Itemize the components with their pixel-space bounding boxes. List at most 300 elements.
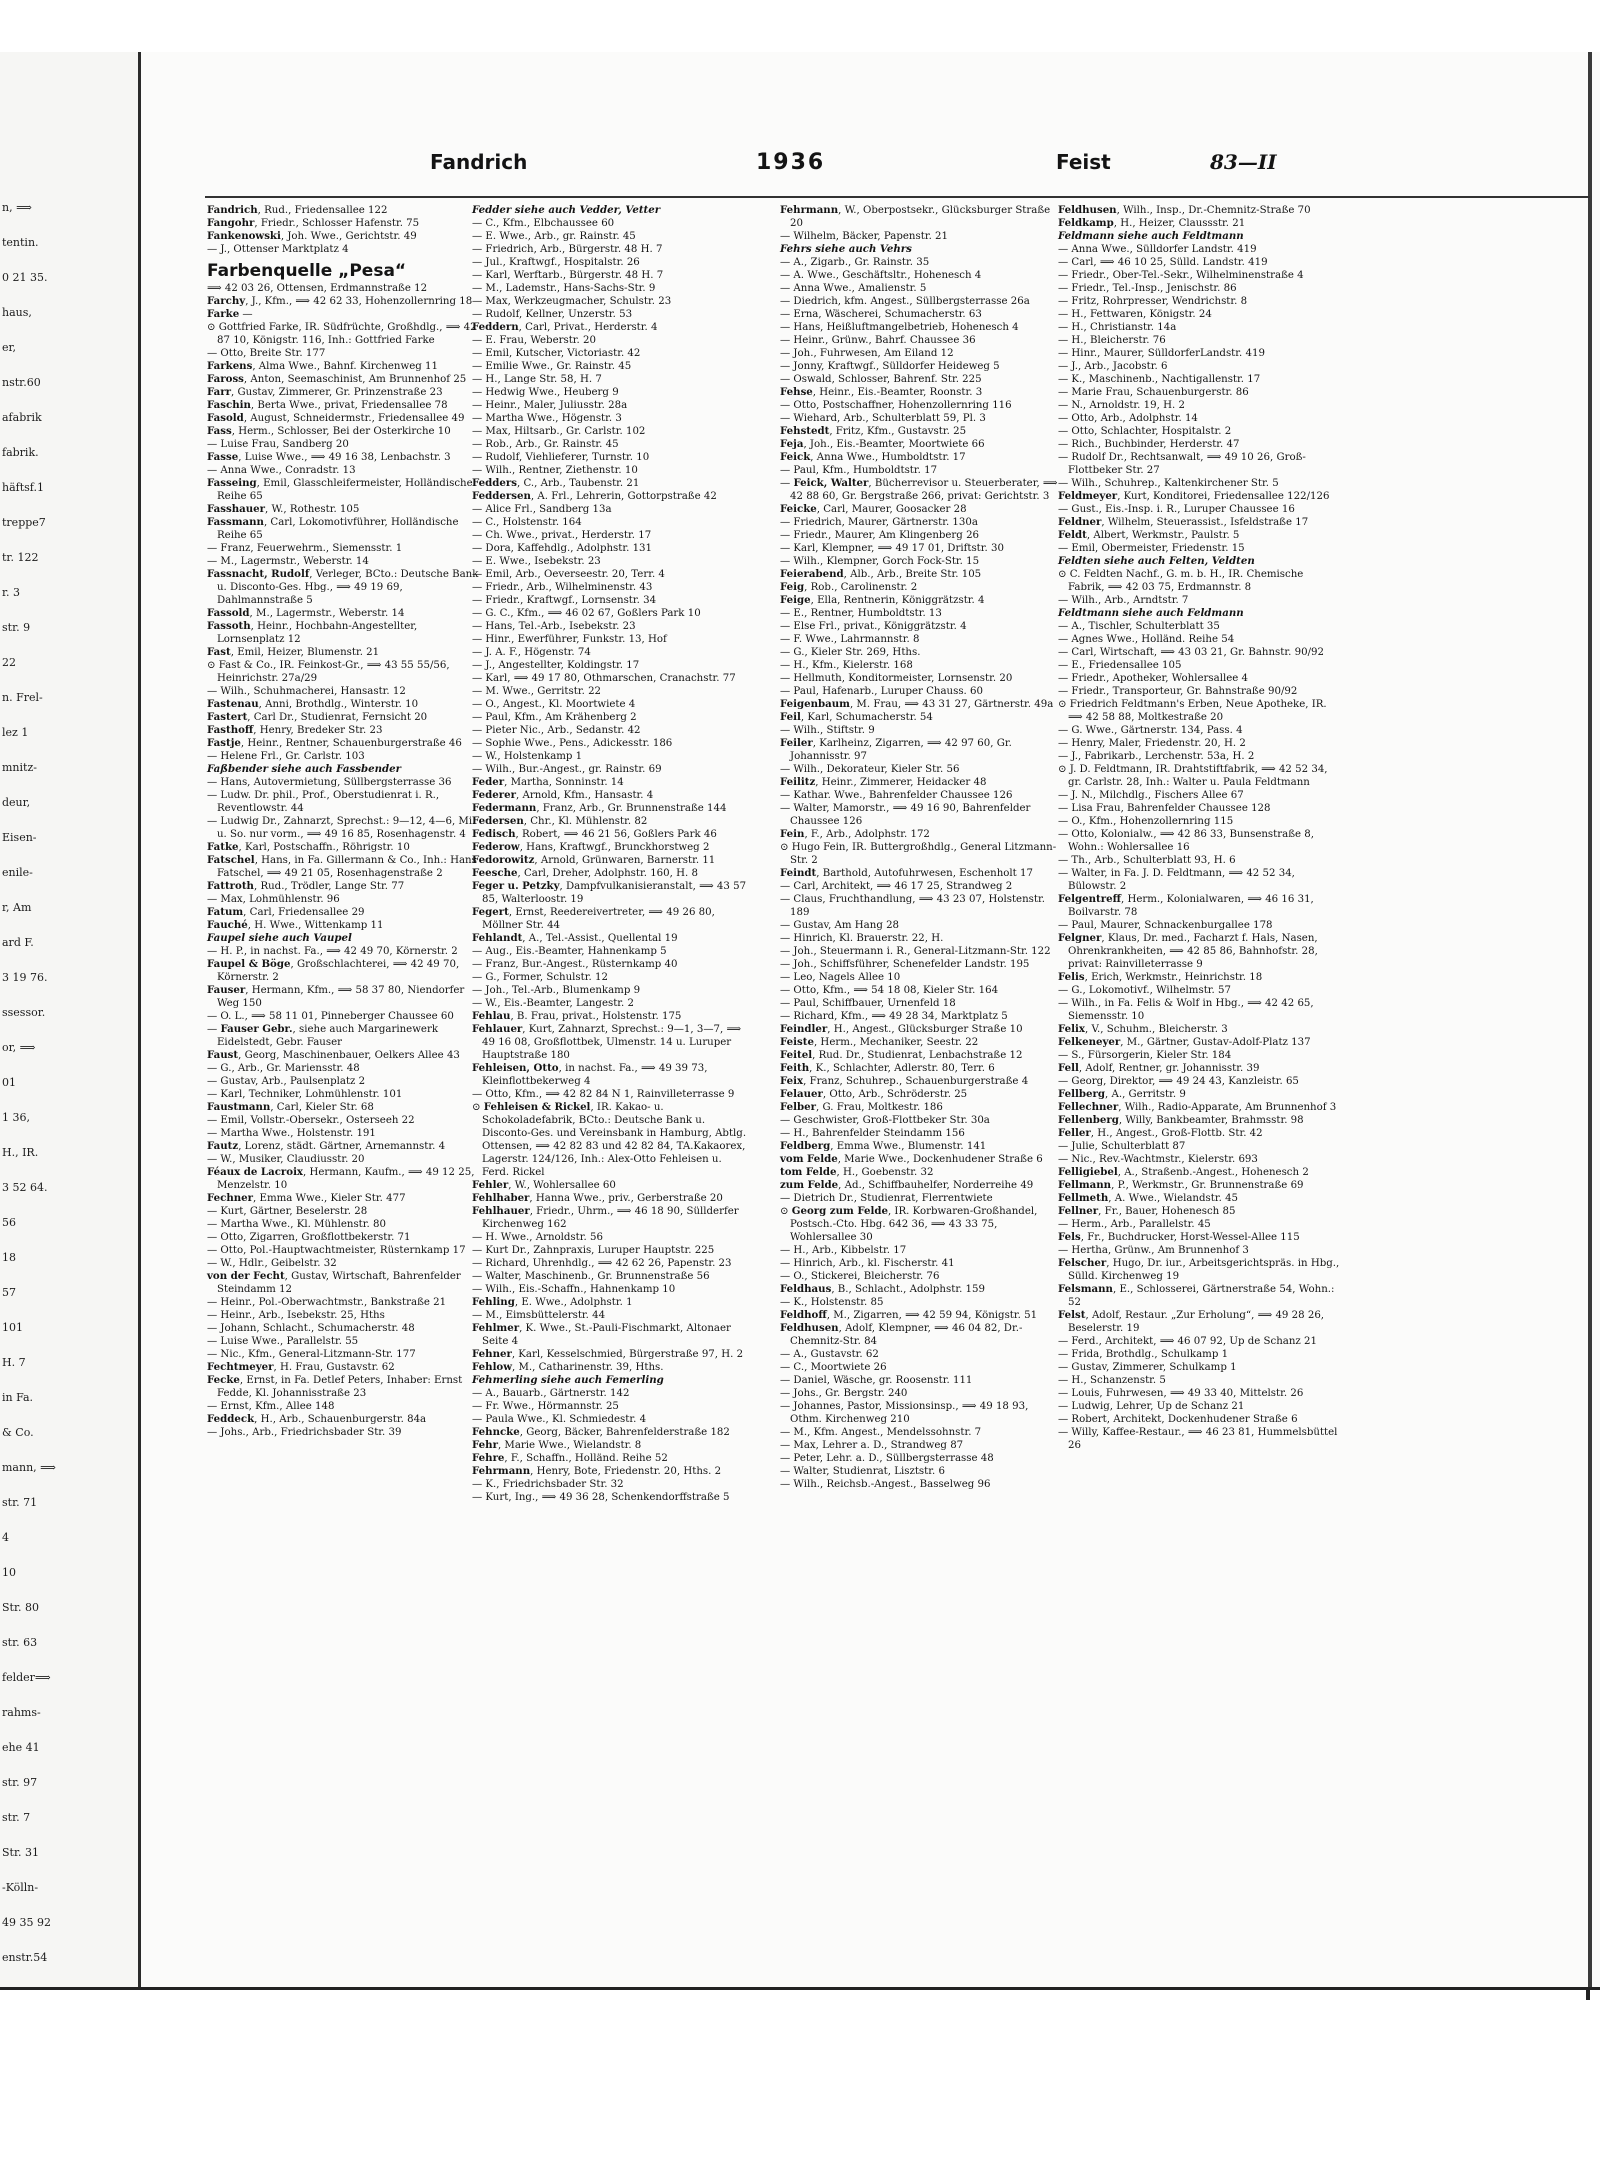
entry-surname: Farchy (207, 295, 246, 307)
directory-entry: Fankenowski, Joh. Wwe., Gerichtstr. 49 (207, 230, 417, 242)
directory-entry: — Wilh., Reichsb.-Angest., Basselweg 96 (780, 1479, 991, 1490)
directory-entry: — Frida, Brothdlg., Schulkamp 1 (1058, 1349, 1229, 1360)
directory-entry: Faschin, Berta Wwe., privat, Friedensallee 78 (207, 399, 448, 411)
prev-page-fragment: deur, (2, 796, 31, 809)
entry-surname: Fehleisen & Rickel (483, 1101, 591, 1113)
directory-entry: — Karl, Techniker, Lohmühlenstr. 101 (207, 1089, 403, 1100)
directory-entry: — Wilh., Rentner, Ziethenstr. 10 (472, 465, 638, 476)
entry-surname: Fehr (472, 1439, 498, 1451)
entry-surname: Fels (1058, 1231, 1081, 1243)
directory-entry: — Franz, Feuerwehrm., Siemensstr. 1 (207, 543, 403, 554)
directory-entry: — Kurt Dr., Zahnpraxis, Luruper Hauptstr. 225 (472, 1245, 715, 1256)
directory-entry: — G. Wwe., Gärtnerstr. 134, Pass. 4 (1058, 725, 1243, 736)
directory-entry: — Friedr., Maurer, Am Klingenberg 26 (780, 530, 980, 541)
prev-page-fragment: & Co. (2, 1426, 34, 1439)
directory-entry: — H., Lange Str. 58, H. 7 (472, 374, 602, 385)
directory-column-2 (472, 204, 750, 1974)
directory-entry: — Otto, Kolonialw., ⟹ 42 86 33, Bunsenstraße 8, Wohn.: Wohlersallee 16 (1058, 829, 1314, 853)
directory-entry: — Otto, Kfm., ⟹ 42 82 84 N 1, Rainvilleterrasse 9 (472, 1089, 735, 1100)
directory-entry: — J. A. F., Högenstr. 74 (472, 647, 591, 658)
prev-page-fragment: enile- (2, 866, 33, 879)
directory-entry: — Sophie Wwe., Pens., Adickesstr. 186 (472, 738, 673, 749)
prev-page-fragment: str. 63 (2, 1636, 38, 1649)
prev-page-fragment: tr. 122 (2, 551, 39, 564)
directory-entry: — Karl, Klempner, ⟹ 49 17 01, Driftstr. 30 (780, 543, 1004, 554)
directory-entry: — Feick, Walter, Bücherrevisor u. Steuerberater, ⟹ 42 88 60, Gr. Bergstraße 266, privat: Gerichtstr. 3 (780, 477, 1058, 502)
directory-entry: — Carl, ⟹ 46 10 25, Sülld. Landstr. 419 (1058, 257, 1268, 268)
directory-entry: — Hinr., Maurer, SülldorferLandstr. 419 (1058, 348, 1265, 359)
entry-surname: Fassmann (207, 516, 264, 528)
directory-entry: — W., Eis.-Beamter, Langestr. 2 (472, 998, 635, 1009)
entry-surname: Fehre (472, 1452, 505, 1464)
directory-entry: — Friedrich, Arb., Bürgerstr. 48 H. 7 (472, 244, 663, 255)
directory-entry: — Paul, Hafenarb., Luruper Chauss. 60 (780, 686, 983, 697)
directory-entry: — Johs., Arb., Friedrichsbader Str. 39 (207, 1427, 402, 1438)
directory-entry: — A., Zigarb., Gr. Rainstr. 35 (780, 257, 930, 268)
page-number: 83—II (1210, 150, 1277, 174)
entry-surname: Faustmann (207, 1101, 271, 1113)
entry-surname: Fedisch (472, 828, 516, 840)
directory-entry: — Gustav, Zimmerer, Schulkamp 1 (1058, 1362, 1237, 1373)
entry-surname: Fellenberg (1058, 1114, 1119, 1126)
directory-entry: — O., Stickerei, Bleicherstr. 76 (780, 1271, 940, 1282)
directory-entry: zum Felde, Ad., Schiffbauhelfer, Norderreihe 49 (780, 1179, 1034, 1191)
directory-entry: Fehler, W., Wohlersallee 60 (472, 1179, 616, 1191)
directory-entry: — Hinrich, Arb., kl. Fischerstr. 41 (780, 1258, 955, 1269)
entry-surname: Fastje (207, 737, 241, 749)
running-head-first-name: Fandrich (430, 150, 528, 174)
directory-entry: Fedorowitz, Arnold, Grünwaren, Barnerstr. 11 (472, 854, 716, 866)
directory-entry: Fatum, Carl, Friedensallee 29 (207, 906, 365, 918)
directory-entry: — Wilhelm, Bäcker, Papenstr. 21 (780, 231, 949, 242)
directory-entry: Feldhusen, Wilh., Insp., Dr.-Chemnitz-Straße 70 (1058, 204, 1311, 216)
directory-entry: — Ludwig Dr., Zahnarzt, Sprechst.: 9—12, 4—6, Mi. u. So. nur vorm., ⟹ 49 16 85, Rosenhagenstr. 4 (207, 816, 476, 840)
directory-entry: Fecke, Ernst, in Fa. Detlef Peters, Inhaber: Ernst Fedde, Kl. Johannisstraße 23 (207, 1374, 463, 1399)
directory-entry: — Wilh., in Fa. Felis & Wolf in Hbg., ⟹ 42 42 65, Siemensstr. 10 (1058, 998, 1314, 1022)
prev-page-fragment: 3 52 64. (2, 1181, 48, 1194)
entry-surname: Fandrich (207, 204, 258, 216)
prev-page-fragment: Eisen- (2, 831, 37, 844)
directory-entry: Felis, Erich, Werkmstr., Heinrichstr. 18 (1058, 971, 1263, 983)
directory-entry: — Wilh., Eis.-Schaffn., Hahnenkamp 10 (472, 1284, 676, 1295)
entry-surname: von der Fecht (207, 1270, 285, 1282)
directory-entry: Feigenbaum, M. Frau, ⟹ 43 31 27, Gärtnerstr. 49a (780, 698, 1054, 710)
directory-entry: — Kurt, Ing., ⟹ 49 36 28, Schenkendorffstraße 5 (472, 1492, 730, 1503)
entry-surname: Feiste (780, 1036, 814, 1048)
directory-entry: Fehlhaber, Hanna Wwe., priv., Gerberstraße 20 (472, 1192, 723, 1204)
prev-page-fragment: afabrik (2, 411, 42, 424)
entry-surname: Feja (780, 438, 804, 450)
entry-surname: Fehlau (472, 1010, 511, 1022)
prev-page-fragment: rahms- (2, 1706, 41, 1719)
directory-entry: — Claus, Fruchthandlung, ⟹ 43 23 07, Holstenstr. 189 (780, 894, 1045, 918)
directory-entry: — O., Kfm., Hohenzollernring 115 (1058, 816, 1234, 827)
directory-entry: Felgentreff, Herm., Kolonialwaren, ⟹ 46 16 31, Boilvarstr. 78 (1058, 893, 1314, 918)
directory-entry: — Ludwig, Lehrer, Up de Schanz 21 (1058, 1401, 1245, 1412)
directory-entry: — O. L., ⟹ 58 11 01, Pinneberger Chaussee 60 (207, 1011, 454, 1022)
entry-surname: Feldt (1058, 529, 1087, 541)
page-edge (1588, 52, 1592, 1987)
entry-surname: Feick, Walter (793, 477, 869, 489)
entry-surname: Fatke (207, 841, 239, 853)
cross-reference-entry: Fehmerling siehe auch Femerling (472, 1374, 664, 1386)
scan-margin-bottom (0, 1987, 1600, 2180)
directory-entry: von der Fecht, Gustav, Wirtschaft, Bahrenfelder Steindamm 12 (207, 1270, 461, 1295)
directory-entry: — Otto, Pol.-Hauptwachtmeister, Rüsternkamp 17 (207, 1245, 466, 1256)
cross-reference-entry: Feldtmann siehe auch Feldmann (1058, 607, 1244, 619)
directory-entry: Fastenau, Anni, Brothdlg., Winterstr. 10 (207, 698, 419, 710)
directory-entry: Federer, Arnold, Kfm., Hansastr. 4 (472, 789, 654, 801)
directory-entry: Felsmann, E., Schlosserei, Gärtnerstraße 54, Wohn.: 52 (1058, 1283, 1335, 1308)
directory-entry: — Paul, Schiffbauer, Urnenfeld 18 (780, 998, 956, 1009)
entry-surname: Fattroth (207, 880, 254, 892)
entry-surname: Feldberg (780, 1140, 831, 1152)
directory-entry: Federmann, Franz, Arb., Gr. Brunnenstraße 144 (472, 802, 727, 814)
directory-entry: — Richard, Kfm., ⟹ 49 28 34, Marktplatz 5 (780, 1011, 1008, 1022)
entry-surname: Felst (1058, 1309, 1086, 1321)
directory-entry: — E. Frau, Weberstr. 20 (472, 335, 596, 346)
directory-entry: — Johannes, Pastor, Missionsinsp., ⟹ 49 18 93, Othm. Kirchenweg 210 (780, 1401, 1029, 1425)
directory-entry: Feitel, Rud. Dr., Studienrat, Lenbachstraße 12 (780, 1049, 1023, 1061)
directory-entry: Federow, Hans, Kraftwgf., Brunckhorstweg 2 (472, 841, 710, 853)
entry-surname: Fehler (472, 1179, 509, 1191)
directory-entry: Felber, G. Frau, Moltkestr. 186 (780, 1101, 943, 1113)
prev-page-fragment: Str. 31 (2, 1846, 39, 1859)
directory-entry: Farr, Gustav, Zimmerer, Gr. Prinzenstraße 23 (207, 386, 443, 398)
prev-page-fragment: 18 (2, 1251, 16, 1264)
entry-surname: Feldner (1058, 516, 1102, 528)
directory-entry: — W., Musiker, Claudiusstr. 20 (207, 1154, 365, 1165)
directory-entry: Farkens, Alma Wwe., Bahnf. Kirchenweg 11 (207, 360, 438, 372)
directory-entry: — Otto, Postschaffner, Hohenzollernring 116 (780, 400, 1012, 411)
directory-entry: Fehlow, M., Catharinenstr. 39, Hths. (472, 1361, 664, 1373)
directory-entry: Fehlauer, Kurt, Zahnarzt, Sprechst.: 9—1, 3—7, ⟹ 49 16 08, Großflottbek, Ulmenstr. 14 u. Luruper Hauptstraße 180 (472, 1023, 742, 1061)
directory-entry: — Hellmuth, Konditormeister, Lornsenstr. 20 (780, 673, 1013, 684)
directory-entry: — Daniel, Wäsche, gr. Roosenstr. 111 (780, 1375, 973, 1386)
directory-entry: — Else Frl., privat., Königgrätzstr. 4 (780, 621, 967, 632)
directory-entry: ⊙ J. D. Feldtmann, IR. Drahtstiftfabrik, ⟹ 42 52 34, gr. Carlstr. 28, Inh.: Walter u. Paula Feldtmann (1058, 764, 1328, 788)
entry-surname: Felix (1058, 1023, 1085, 1035)
directory-entry: Feddeck, H., Arb., Schauenburgerstr. 84a (207, 1413, 427, 1425)
directory-entry: Fehre, F., Schaffn., Holländ. Reihe 52 (472, 1452, 668, 1464)
directory-entry: Fechtmeyer, H. Frau, Gustavstr. 62 (207, 1361, 395, 1373)
directory-entry: — Erna, Wäscherei, Schumacherstr. 63 (780, 309, 982, 320)
entry-surname: vom Felde (780, 1153, 838, 1165)
entry-surname: Fehncke (472, 1426, 520, 1438)
directory-entry: — C., Moortwiete 26 (780, 1362, 887, 1373)
directory-entry: — Anna Wwe., Conradstr. 13 (207, 465, 356, 476)
entry-surname: Feitel (780, 1049, 813, 1061)
prev-page-fragment: treppe7 (2, 516, 46, 529)
directory-entry: — G. C., Kfm., ⟹ 46 02 67, Goßlers Park 10 (472, 608, 701, 619)
directory-entry: — Th., Arb., Schulterblatt 93, H. 6 (1058, 855, 1236, 866)
entry-surname: Faust (207, 1049, 239, 1061)
prev-page-fragment: str. 71 (2, 1496, 38, 1509)
entry-surname: Feldhusen (1058, 204, 1117, 216)
directory-entry: Fandrich, Rud., Friedensallee 122 (207, 204, 388, 216)
directory-entry: Fels, Fr., Buchdrucker, Horst-Wessel-Allee 115 (1058, 1231, 1300, 1243)
directory-entry: Feilitz, Heinr., Zimmerer, Heidacker 48 (780, 776, 987, 788)
directory-entry: — H., Christianstr. 14a (1058, 322, 1177, 333)
directory-entry: Fell, Adolf, Rentner, gr. Johannisstr. 39 (1058, 1062, 1260, 1074)
entry-surname: Farr (207, 386, 232, 398)
entry-surname: Federsen (472, 815, 524, 827)
directory-entry: — Ch. Wwe., privat., Herderstr. 17 (472, 530, 652, 541)
entry-surname: Feith (780, 1062, 810, 1074)
directory-entry: Feiste, Herm., Mechaniker, Seestr. 22 (780, 1036, 979, 1048)
directory-entry: — J. N., Milchdlg., Fischers Allee 67 (1058, 790, 1244, 801)
directory-entry: Feindt, Barthold, Autofuhrwesen, Eschenholt 17 (780, 867, 1033, 879)
directory-entry: — Martha Wwe., Holstenstr. 191 (207, 1128, 376, 1139)
directory-entry: Fatke, Karl, Postschaffn., Röhrigstr. 10 (207, 841, 410, 853)
directory-entry: — Luise Wwe., Parallelstr. 55 (207, 1336, 359, 1347)
directory-entry: — Marie Frau, Schauenburgerstr. 86 (1058, 387, 1249, 398)
directory-entry: Fehling, E. Wwe., Adolphstr. 1 (472, 1296, 633, 1308)
directory-entry: — Herm., Arb., Parallelstr. 45 (1058, 1219, 1211, 1230)
directory-entry: Feger u. Petzky, Dampfvulkanisieranstalt, ⟹ 43 57 85, Walterloostr. 19 (472, 880, 747, 905)
cross-reference-entry: Fedder siehe auch Vedder, Vetter (472, 204, 661, 216)
entry-surname: Feigenbaum (780, 698, 850, 710)
entry-surname: Fasseing (207, 477, 257, 489)
directory-entry: — Fauser Gebr., siehe auch Margarinewerk Eidelstedt, Gebr. Fauser (207, 1023, 438, 1048)
entry-surname: Feige (780, 594, 811, 606)
directory-entry: — Nic., Rev.-Wachtmstr., Kielerstr. 693 (1058, 1154, 1258, 1165)
directory-entry: — G., Arb., Gr. Mariensstr. 48 (207, 1063, 360, 1074)
directory-entry: Feix, Franz, Schuhrep., Schauenburgerstraße 4 (780, 1075, 1029, 1087)
directory-entry: Fedisch, Robert, ⟹ 46 21 56, Goßlers Park 46 (472, 828, 717, 840)
directory-column-3 (780, 204, 1058, 1974)
directory-entry: Fellmeth, A. Wwe., Wielandstr. 45 (1058, 1192, 1239, 1204)
directory-entry: — Gust., Eis.-Insp. i. R., Luruper Chaussee 16 (1058, 504, 1295, 515)
directory-entry: — Walter, Mamorstr., ⟹ 49 16 90, Bahrenfelder Chaussee 126 (780, 803, 1031, 827)
directory-entry: — Hans, Autovermietung, Süllbergsterrasse 36 (207, 777, 452, 788)
directory-entry: Fellechner, Wilh., Radio-Apparate, Am Brunnenhof 3 (1058, 1101, 1337, 1113)
directory-entry: — Hinr., Ewerführer, Funkstr. 13, Hof (472, 634, 667, 645)
directory-entry: — H. Wwe., Arnoldstr. 56 (472, 1232, 603, 1243)
directory-entry: Fehncke, Georg, Bäcker, Bahrenfelderstraße 182 (472, 1426, 730, 1438)
entry-surname: Feilitz (780, 776, 816, 788)
entry-surname: Fatum (207, 906, 244, 918)
directory-entry: — Walter, Maschinenb., Gr. Brunnenstraße 56 (472, 1271, 710, 1282)
entry-surname: Feldhusen (780, 1322, 839, 1334)
directory-entry: — Otto, Schlachter, Hospitalstr. 2 (1058, 426, 1232, 437)
directory-entry: Fastert, Carl Dr., Studienrat, Fernsicht 20 (207, 711, 428, 723)
entry-surname: Farke (207, 308, 240, 320)
directory-entry: Feldkamp, H., Heizer, Claussstr. 21 (1058, 217, 1246, 229)
directory-entry: Fechner, Emma Wwe., Kieler Str. 477 (207, 1192, 406, 1204)
directory-entry: Fehner, Karl, Kesselschmied, Bürgerstraße 97, H. 2 (472, 1348, 744, 1360)
directory-entry: Fangohr, Friedr., Schlosser Hafenstr. 75 (207, 217, 420, 229)
entry-surname: Feick (780, 451, 811, 463)
directory-entry: Feldhaus, B., Schlacht., Adolphstr. 159 (780, 1283, 985, 1295)
directory-entry: — M., Lademstr., Hans-Sachs-Str. 9 (472, 283, 656, 294)
directory-entry: tom Felde, H., Goebenstr. 32 (780, 1166, 934, 1178)
directory-entry: — Friedr., Kraftwgf., Lornsenstr. 34 (472, 595, 657, 606)
entry-surname: Feddern (472, 321, 519, 333)
entry-surname: Felligiebel (1058, 1166, 1118, 1178)
directory-entry: — Rudolf, Viehlieferer, Turnstr. 10 (472, 452, 650, 463)
entry-surname: Feindler (780, 1023, 828, 1035)
directory-entry: Feldt, Albert, Werkmstr., Paulstr. 5 (1058, 529, 1240, 541)
entry-surname: Fechtmeyer (207, 1361, 274, 1373)
directory-entry: — Gustav, Am Hang 28 (780, 920, 900, 931)
directory-entry: — Rudolf, Kellner, Unzerstr. 53 (472, 309, 633, 320)
directory-entry: — Joh., Tel.-Arb., Blumenkamp 9 (472, 985, 641, 996)
entry-surname: Fehse (780, 386, 813, 398)
directory-entry: — Friedr., Tel.-Insp., Jenischstr. 86 (1058, 283, 1237, 294)
directory-entry: ⊙ Georg zum Felde, IR. Korbwaren-Großhandel, Postsch.-Cto. Hbg. 642 36, ⟹ 43 33 75, Wohlersallee 30 (780, 1205, 1038, 1243)
entry-surname: Fellmeth (1058, 1192, 1109, 1204)
directory-entry: Faust, Georg, Maschinenbauer, Oelkers Allee 43 (207, 1049, 460, 1061)
prev-page-fragment: str. 7 (2, 1811, 31, 1824)
prev-page-fragment: H., IR. (2, 1146, 39, 1159)
prev-page-fragment: H. 7 (2, 1356, 26, 1369)
directory-entry: Fehlmer, K. Wwe., St.-Pauli-Fischmarkt, Altonaer Seite 4 (472, 1322, 731, 1347)
directory-entry: — Heinr., Arb., Isebekstr. 25, Hths (207, 1310, 385, 1321)
directory-entry: Fehse, Heinr., Eis.-Beamter, Roonstr. 3 (780, 386, 983, 398)
directory-entry: Faustmann, Carl, Kieler Str. 68 (207, 1101, 374, 1113)
directory-entry: — Wilh., Bur.-Angest., gr. Rainstr. 69 (472, 764, 662, 775)
directory-entry: — Carl, Architekt, ⟹ 46 17 25, Strandweg 2 (780, 881, 1013, 892)
directory-entry: — Paul, Maurer, Schnackenburgallee 178 (1058, 920, 1273, 931)
entry-surname: Fellberg (1058, 1088, 1105, 1100)
entry-surname: Fedorowitz (472, 854, 535, 866)
cross-reference-entry: Feldmann siehe auch Feldtmann (1058, 230, 1244, 242)
directory-entry: Felkeneyer, M., Gärtner, Gustav-Adolf-Platz 137 (1058, 1036, 1311, 1048)
directory-entry: — G., Former, Schulstr. 12 (472, 972, 608, 983)
directory-entry: — G., Kieler Str. 269, Hths. (780, 647, 921, 658)
directory-entry: — E., Rentner, Humboldtstr. 13 (780, 608, 942, 619)
entry-surname: Feierabend (780, 568, 844, 580)
entry-surname: Fassold (207, 607, 250, 619)
directory-entry: — M., Lagermstr., Weberstr. 14 (207, 556, 369, 567)
prev-page-fragment: n. Frel- (2, 691, 43, 704)
scan-edge-mark (1586, 1988, 1590, 2000)
prev-page-fragment: n, ⟹ (2, 201, 32, 214)
directory-entry: — A., Tischler, Schulterblatt 35 (1058, 621, 1220, 632)
directory-entry: — Paula Wwe., Kl. Schmiedestr. 4 (472, 1414, 647, 1425)
entry-surname: Felauer (780, 1088, 823, 1100)
entry-surname: Fellmann (1058, 1179, 1112, 1191)
directory-entry: Fautz, Lorenz, städt. Gärtner, Arnemannstr. 4 (207, 1140, 446, 1152)
directory-entry: — C., Kfm., Elbchaussee 60 (472, 218, 615, 229)
directory-entry: — Julie, Schulterblatt 87 (1058, 1141, 1186, 1152)
directory-entry: — Diedrich, kfm. Angest., Süllbergsterrasse 26a (780, 296, 1030, 307)
entry-surname: Fehlhauer (472, 1205, 530, 1217)
directory-entry: — Johs., Gr. Bergstr. 240 (780, 1388, 908, 1399)
directory-entry: — Geschwister, Groß-Flottbeker Str. 30a (780, 1115, 990, 1126)
directory-entry: Fastje, Heinr., Rentner, Schauenburgerstraße 46 (207, 737, 462, 749)
directory-entry: Fehstedt, Fritz, Kfm., Gustavstr. 25 (780, 425, 967, 437)
entry-surname: Fautz (207, 1140, 239, 1152)
directory-entry: — A. Wwe., Geschäftsltr., Hohenesch 4 (780, 270, 982, 281)
entry-surname: Feiler (780, 737, 813, 749)
entry-surname: Feldkamp (1058, 217, 1114, 229)
entry-surname: Feil (780, 711, 801, 723)
prev-page-fragment: 01 (2, 1076, 16, 1089)
prev-page-fragment: or, ⟹ (2, 1041, 36, 1054)
directory-entry: — N., Arnoldstr. 19, H. 2 (1058, 400, 1185, 411)
directory-entry: Fehlandt, A., Tel.-Assist., Quellental 19 (472, 932, 678, 944)
directory-entry: Fehrmann, Henry, Bote, Friedenstr. 20, Hths. 2 (472, 1465, 722, 1477)
directory-entry: — Friedr., Arb., Wilhelminenstr. 43 (472, 582, 653, 593)
directory-entry: ⟹ 42 03 26, Ottensen, Erdmannstraße 12 (207, 283, 428, 294)
entry-surname: Fechner (207, 1192, 254, 1204)
directory-entry: Feller, H., Angest., Groß-Flottb. Str. 42 (1058, 1127, 1263, 1139)
entry-surname: Fass (207, 425, 232, 437)
directory-entry: — G., Lokomotivf., Wilhelmstr. 57 (1058, 985, 1231, 996)
directory-entry: ⊙ C. Feldten Nachf., G. m. b. H., IR. Chemische Fabrik, ⟹ 42 03 75, Erdmannstr. 8 (1058, 569, 1304, 593)
entry-surname: Féaux de Lacroix (207, 1166, 304, 1178)
entry-surname: Felscher (1058, 1257, 1107, 1269)
directory-entry: — J., Fabrikarb., Lerchenstr. 53a, H. 2 (1058, 751, 1255, 762)
entry-surname: Feldhoff (780, 1309, 827, 1321)
directory-entry: — Georg, Direktor, ⟹ 49 24 43, Kanzleistr. 65 (1058, 1076, 1299, 1087)
directory-entry: — Carl, Wirtschaft, ⟹ 43 03 21, Gr. Bahnstr. 90/92 (1058, 647, 1324, 658)
directory-entry: Felgner, Klaus, Dr. med., Facharzt f. Hals, Nasen, Ohrenkrankheiten, ⟹ 42 85 86, Bahnhofstr. 28, privat: Rainvilleterrasse 9 (1058, 932, 1318, 970)
entry-surname: Fellechner (1058, 1101, 1119, 1113)
entry-surname: Fankenowski (207, 230, 281, 242)
entry-surname: zum Felde (780, 1179, 839, 1191)
directory-entry: Fassmann, Carl, Lokomotivführer, Holländische Reihe 65 (207, 516, 459, 541)
directory-entry: — Emil, Arb., Oeverseestr. 20, Terr. 4 (472, 569, 665, 580)
directory-entry: — Pieter Nic., Arb., Sedanstr. 42 (472, 725, 641, 736)
prev-page-fragment: 56 (2, 1216, 16, 1229)
prev-page-fragment: r, Am (2, 901, 32, 914)
directory-entry: Feldhusen, Adolf, Klempner, ⟹ 46 04 82, Dr.-Chemnitz-Str. 84 (780, 1322, 1023, 1347)
directory-entry: — Walter, Studienrat, Lisztstr. 6 (780, 1466, 945, 1477)
prev-page-fragment: Str. 80 (2, 1601, 39, 1614)
entry-surname: Fassoth (207, 620, 251, 632)
directory-entry: Fauché, H. Wwe., Wittenkamp 11 (207, 919, 384, 931)
directory-entry: — Karl, Werftarb., Bürgerstr. 48 H. 7 (472, 270, 664, 281)
entry-surname: Farkens (207, 360, 253, 372)
prev-page-fragment: 3 19 76. (2, 971, 48, 984)
entry-surname: Felgner (1058, 932, 1102, 944)
directory-entry: — Hinrich, Kl. Brauerstr. 22, H. (780, 933, 944, 944)
running-head-last-name: Feist (1056, 150, 1111, 174)
entry-surname: Fellner (1058, 1205, 1099, 1217)
directory-entry: — Nic., Kfm., General-Litzmann-Str. 177 (207, 1349, 416, 1360)
directory-entry: — O., Angest., Kl. Moortwiete 4 (472, 699, 636, 710)
directory-entry: — Leo, Nagels Allee 10 (780, 972, 901, 983)
entry-surname: Feig (780, 581, 805, 593)
directory-entry: — Heinr., Grünw., Bahrf. Chaussee 36 (780, 335, 976, 346)
advertisement-heading: Farbenquelle „Pesa“ (207, 261, 407, 281)
directory-entry: Fellberg, A., Gerritstr. 9 (1058, 1088, 1186, 1100)
entry-surname: Federer (472, 789, 516, 801)
entry-surname: Feder (472, 776, 505, 788)
directory-entry: — Paul, Kfm., Am Krähenberg 2 (472, 712, 637, 723)
directory-entry: — Friedr., Ober-Tel.-Sekr., Wilhelminenstraße 4 (1058, 270, 1304, 281)
directory-entry: Farke — (207, 308, 253, 320)
directory-entry: Feig, Rob., Carolinenstr. 2 (780, 581, 918, 593)
entry-surname: Fehlauer (472, 1023, 523, 1035)
directory-entry: — W., Hdlr., Geibelstr. 32 (207, 1258, 337, 1269)
entry-surname: Federmann (472, 802, 537, 814)
directory-entry: — Agnes Wwe., Holländ. Reihe 54 (1058, 634, 1235, 645)
entry-surname: Fehrmann (472, 1465, 531, 1477)
directory-entry: Feiler, Karlheinz, Zigarren, ⟹ 42 97 60, Gr. Johannisstr. 97 (780, 737, 1012, 762)
directory-entry: — Jul., Kraftwgf., Hospitalstr. 26 (472, 257, 640, 268)
directory-entry: — Heinr., Pol.-Oberwachtmstr., Bankstraße 21 (207, 1297, 447, 1308)
directory-entry: Fehlau, B. Frau, privat., Holstenstr. 175 (472, 1010, 682, 1022)
directory-entry: Feige, Ella, Rentnerin, Königgrätzstr. 4 (780, 594, 985, 606)
directory-entry: Feja, Joh., Eis.-Beamter, Moortwiete 66 (780, 438, 985, 450)
directory-entry: — Otto, Arb., Adolphstr. 14 (1058, 413, 1198, 424)
prev-page-fragment: fabrik. (2, 446, 39, 459)
directory-entry: Fasthoff, Henry, Bredeker Str. 23 (207, 724, 383, 736)
